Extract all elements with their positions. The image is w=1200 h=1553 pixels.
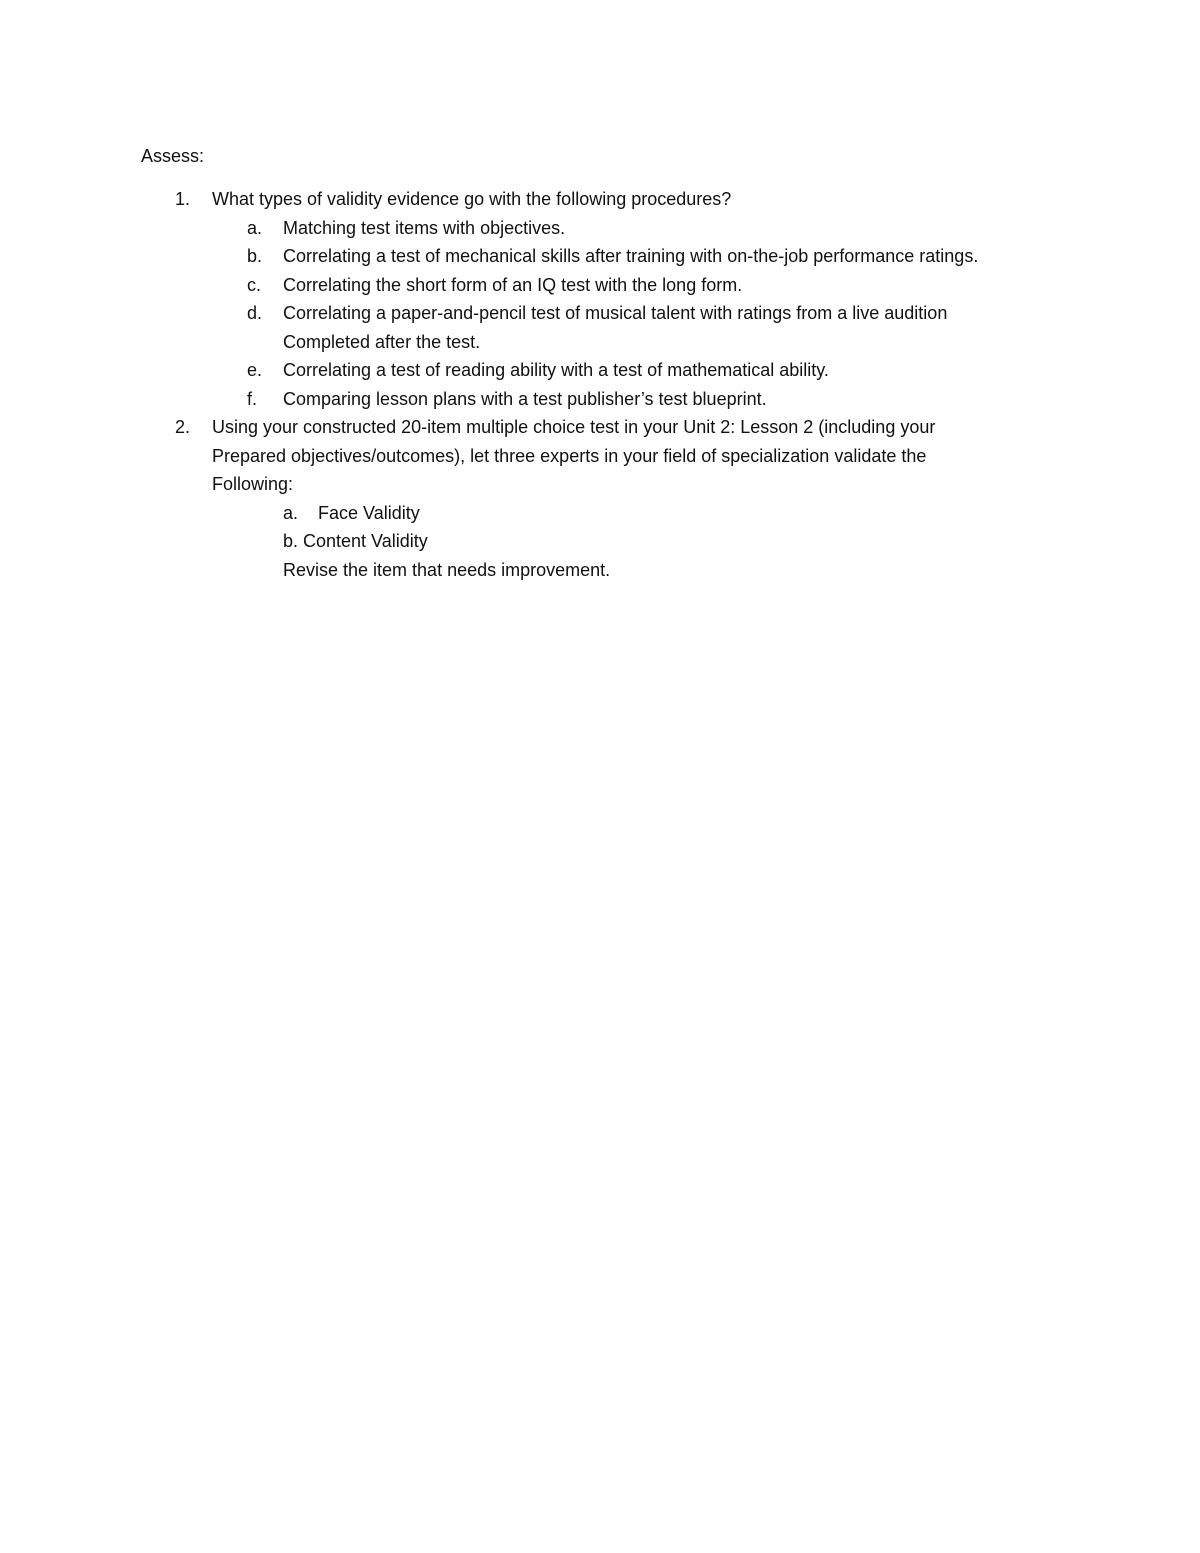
question-2-number: 2. — [175, 417, 191, 437]
item-1e-marker: e. — [247, 360, 263, 380]
item-1e-text: Correlating a test of reading ability with a test of mathematical ability. — [283, 360, 829, 380]
item-1b-marker: b. — [247, 246, 263, 266]
item-1b-text: Correlating a test of mechanical skills after training with on-the-job performance ratings. — [283, 246, 979, 266]
item-2a-text: Face Validity — [318, 503, 420, 523]
item-1d-text-line1: Correlating a paper-and-pencil test of musical talent with ratings from a live audition — [283, 303, 948, 323]
heading: Assess: — [141, 146, 205, 166]
item-1c-marker: c. — [247, 275, 262, 295]
question-2-text-line3: Following: — [212, 474, 294, 494]
question-1-number: 1. — [175, 189, 191, 209]
item-1d-marker: d. — [247, 303, 263, 323]
item-2a-marker: a. — [283, 503, 299, 523]
item-1f-text: Comparing lesson plans with a test publisher’s test blueprint. — [283, 389, 767, 409]
item-1d-text-line2: Completed after the test. — [283, 332, 481, 352]
question-2-text-line2: Prepared objectives/outcomes), let three experts in your field of specialization validate the — [212, 446, 927, 466]
item-1a-marker: a. — [247, 218, 263, 238]
question-2-instruction: Revise the item that needs improvement. — [283, 560, 611, 580]
question-1-text: What types of validity evidence go with the following procedures? — [212, 189, 732, 209]
item-2b-text: b. Content Validity — [283, 531, 428, 551]
question-2-text-line1: Using your constructed 20-item multiple choice test in your Unit 2: Lesson 2 (including your — [212, 417, 936, 437]
item-1c-text: Correlating the short form of an IQ test with the long form. — [283, 275, 743, 295]
item-1f-marker: f. — [247, 389, 258, 409]
item-1a-text: Matching test items with objectives. — [283, 218, 566, 238]
